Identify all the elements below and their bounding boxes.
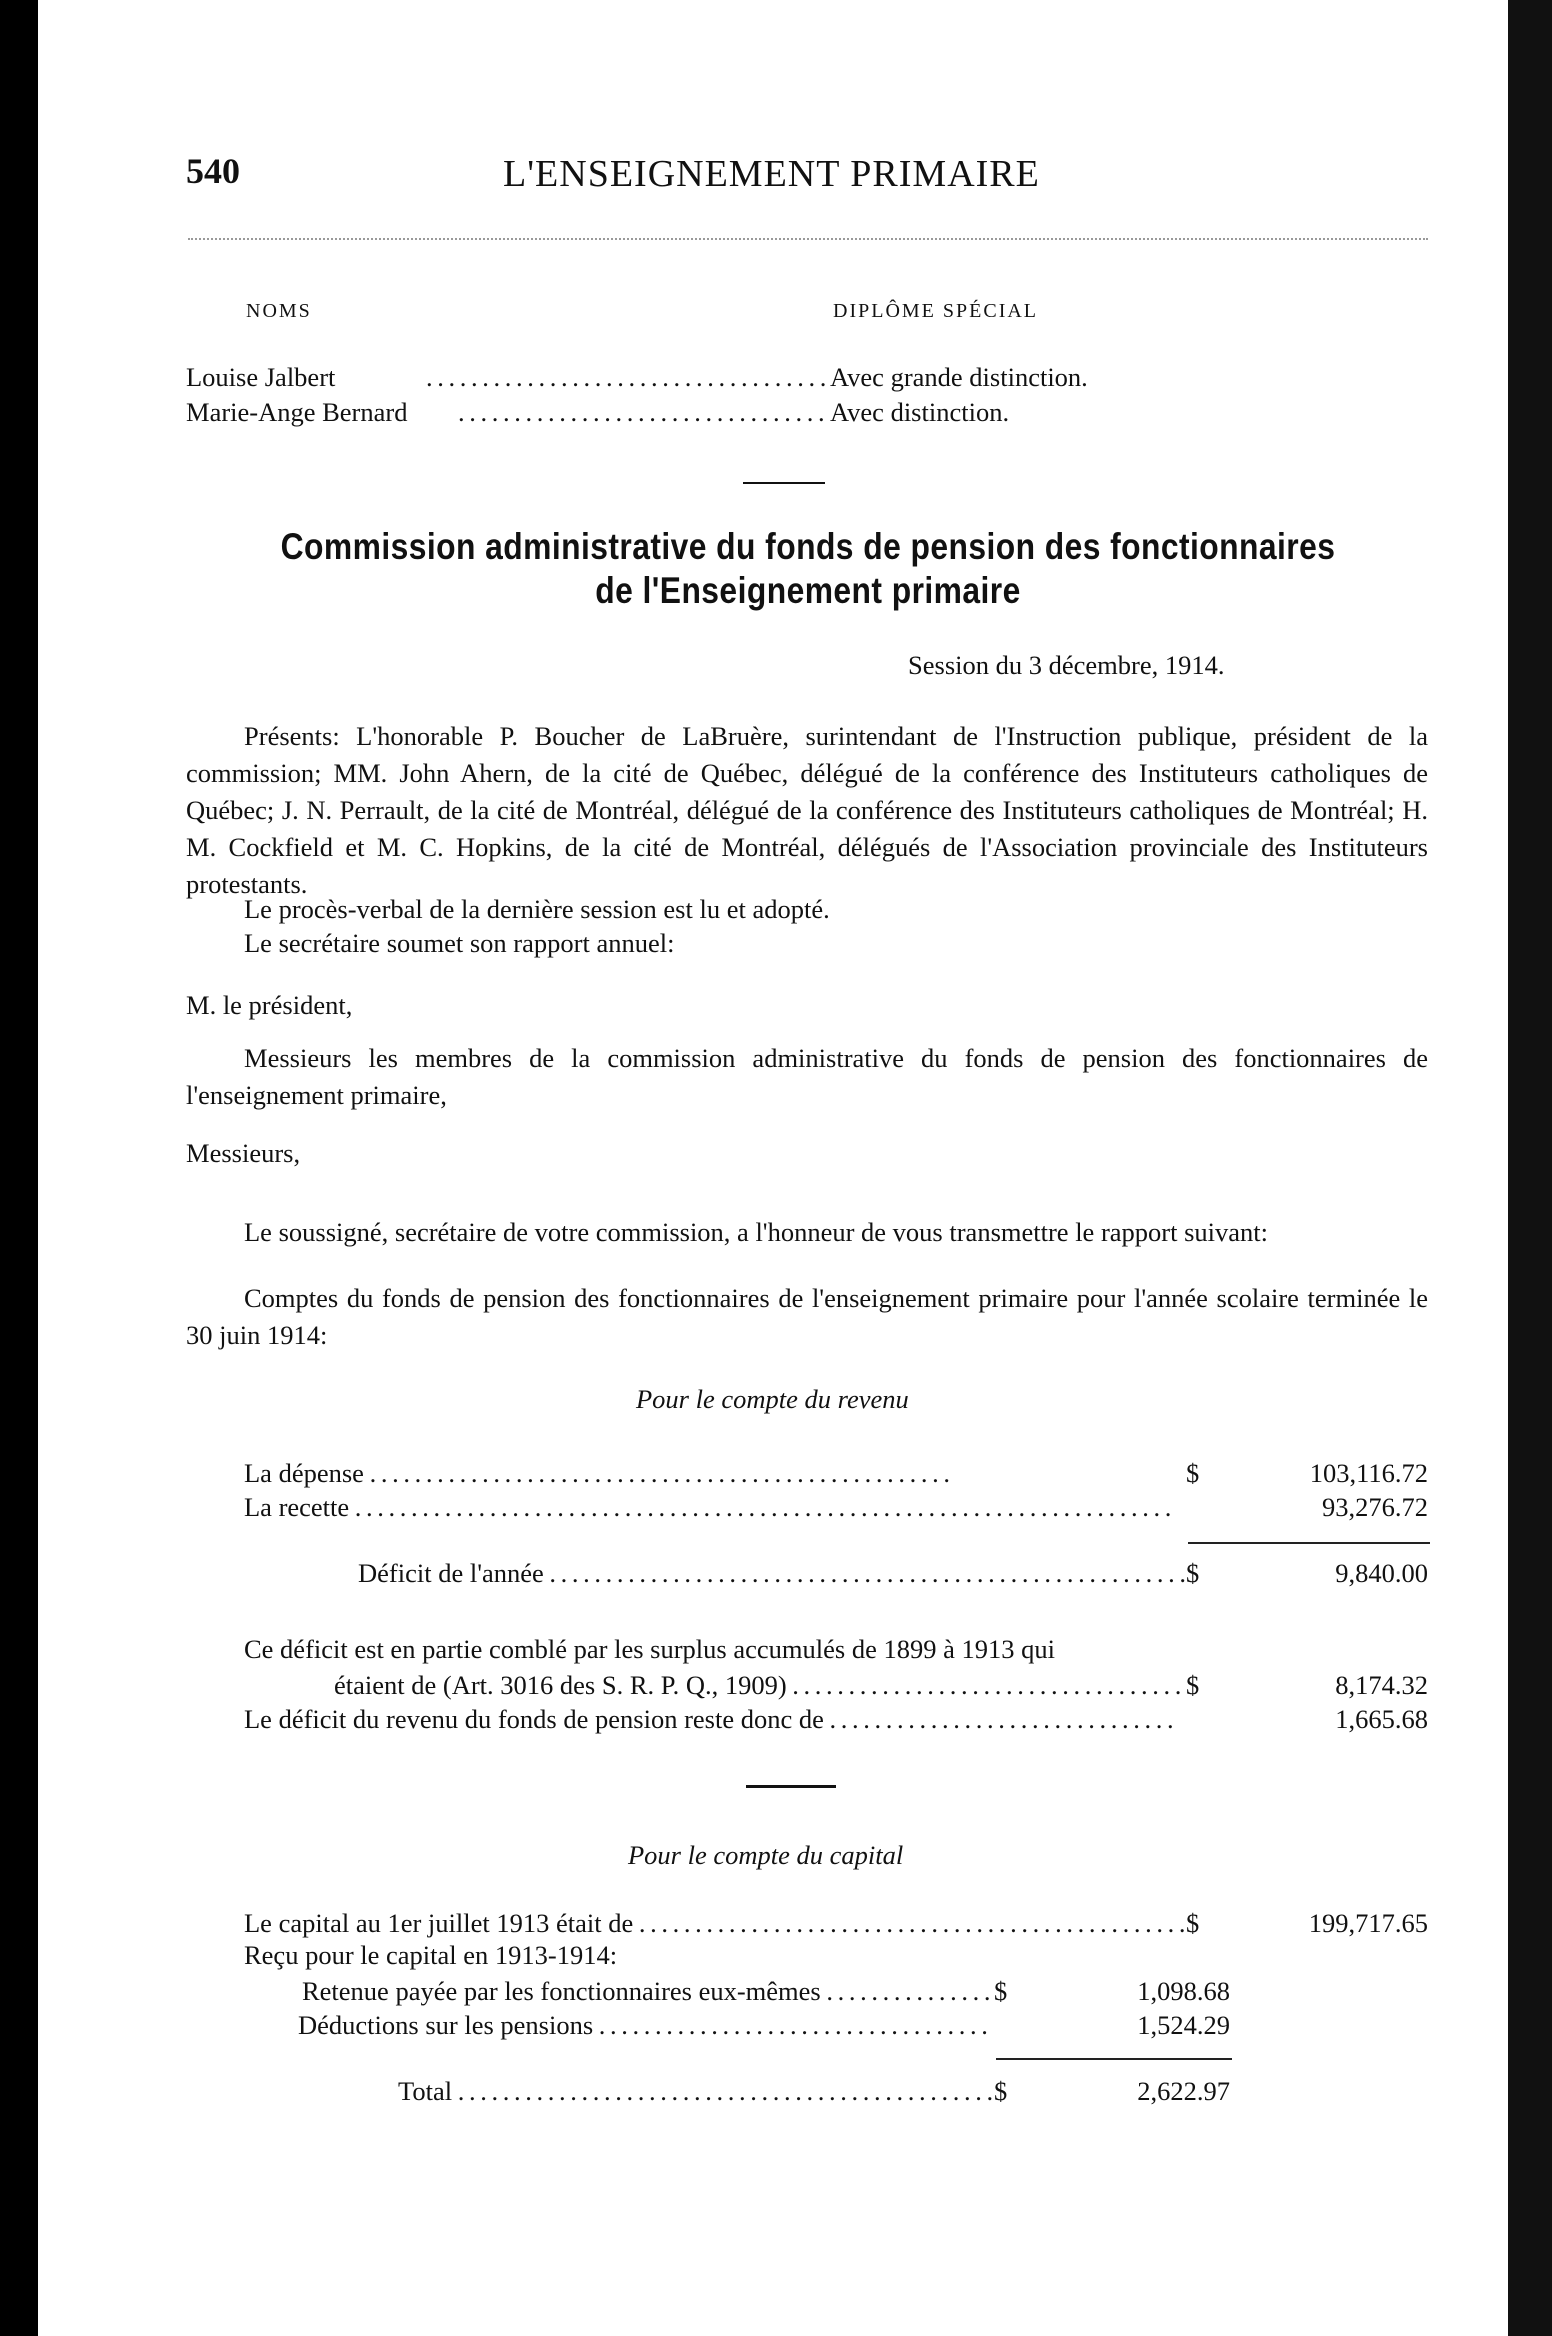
comptes-text: Comptes du fonds de pension des fonctionnaires de l'enseignement primaire pour l'année scolaire terminée le 30 juin 1914: <box>186 1283 1428 1350</box>
ledger-label: Le capital au 1er juillet 1913 était de <box>244 1908 634 1938</box>
section-title-line2: de l'Enseignement primaire <box>595 570 1021 611</box>
running-title: L'ENSEIGNEMENT PRIMAIRE <box>503 153 1040 195</box>
header-rule <box>188 238 1428 240</box>
ledger-row-total <box>186 2076 994 2110</box>
ledger-label: La recette <box>244 1492 350 1522</box>
ledger-label: Déductions sur les pensions <box>298 2010 594 2040</box>
soussigne-text: Le soussigné, secrétaire de votre commission, a l'honneur de vous transmettre le rapport suivant: <box>244 1217 1269 1247</box>
dot-leader <box>633 1908 1186 1938</box>
revenu-heading: Pour le compte du revenu <box>636 1384 909 1414</box>
ledger-label: Total <box>398 2076 453 2106</box>
dollar-sign: $ <box>994 2076 1008 2106</box>
ledger-value: 1,098.68 <box>1137 1976 1230 2006</box>
comptes-paragraph <box>186 1280 1428 1354</box>
dot-leader <box>821 1976 994 2006</box>
address-paragraph <box>186 1040 1428 1114</box>
ledger-row-depense <box>186 1458 956 1492</box>
ledger-row-deficit <box>186 1558 1186 1592</box>
presents-text: Présents: L'honorable P. Boucher de LaBruère, surintendant de l'Instruction publique, président de la commission; MM. John Ahern, de la cité de Québec, délégué de la conférence des Instituteurs catholiques de Québec; J. N. Perrault, de la cité de Montréal, délégué de la conférence des Instituteurs catholiques de Montréal; H. M. Cockfield et M. C. Hopkins, de la cité de Montréal, délégués de l'Association provinciale des Instituteurs protestants. <box>186 721 1428 899</box>
section-divider <box>746 1785 836 1788</box>
diploma-name: Marie-Ange Bernard <box>186 397 408 427</box>
column-header-names: NOMS <box>246 300 312 322</box>
ledger-row-comble <box>186 1670 1186 1704</box>
ledger-value: 8,174.32 <box>1335 1670 1428 1700</box>
sum-rule <box>1188 1542 1430 1544</box>
diploma-mention: Avec grande distinction. <box>830 362 1088 392</box>
dot-leader <box>364 1458 956 1488</box>
presents-paragraph <box>186 718 1428 903</box>
ledger-row-capital <box>186 1908 1186 1942</box>
ledger-row-retenue <box>186 1976 994 2010</box>
dollar-sign: $ <box>1186 1670 1200 1700</box>
ledger-label: Retenue payée par les fonctionnaires eux-mêmes <box>302 1976 821 2006</box>
pv-line: Le procès-verbal de la dernière session est lu et adopté. <box>244 894 830 924</box>
ledger-row-reste <box>186 1704 1176 1738</box>
ledger-value: 1,665.68 <box>1335 1704 1428 1734</box>
comble-line1: Ce déficit est en partie comblé par les surplus accumulés de 1899 à 1913 qui <box>244 1634 1055 1664</box>
dollar-sign: $ <box>1186 1458 1200 1488</box>
session-date: Session du 3 décembre, 1914. <box>908 650 1225 680</box>
rapport-line: Le secrétaire soumet son rapport annuel: <box>244 928 675 958</box>
section-divider <box>743 482 825 484</box>
ledger-value: 199,717.65 <box>1308 1908 1428 1938</box>
capital-heading: Pour le compte du capital <box>628 1840 904 1870</box>
address-text: Messieurs les membres de la commission administrative du fonds de pension des fonctionnaires de l'enseignement primaire, <box>186 1043 1428 1110</box>
messieurs: Messieurs, <box>186 1138 301 1168</box>
dollar-sign: $ <box>1186 1908 1200 1938</box>
ledger-value: 2,622.97 <box>1137 2076 1230 2106</box>
salutation: M. le président, <box>186 990 353 1020</box>
diploma-mention: Avec distinction. <box>830 397 1010 427</box>
diploma-row <box>186 397 1186 431</box>
soussigne-paragraph <box>186 1214 1428 1251</box>
ledger-label: La dépense <box>244 1458 364 1488</box>
dot-leader <box>349 1492 1176 1522</box>
recu-line: Reçu pour le capital en 1913-1914: <box>244 1940 618 1970</box>
ledger-value: 9,840.00 <box>1335 1558 1428 1588</box>
dot-leader <box>824 1704 1176 1734</box>
ledger-row-recette <box>186 1492 1176 1526</box>
diploma-row <box>186 362 1186 396</box>
dot-leader <box>593 2010 988 2040</box>
document-page <box>38 0 1508 2336</box>
scan-border <box>1508 0 1552 2336</box>
section-title-line1: Commission administrative du fonds de pension des fonctionnaires <box>280 526 1336 567</box>
ledger-value: 103,116.72 <box>1309 1458 1428 1488</box>
dollar-sign: $ <box>994 1976 1008 2006</box>
ledger-value: 1,524.29 <box>1137 2010 1230 2040</box>
dollar-sign: $ <box>1186 1558 1200 1588</box>
page-number: 540 <box>186 151 240 191</box>
ledger-row-deductions <box>186 2010 988 2044</box>
column-header-diploma: DIPLÔME SPÉCIAL <box>833 300 1039 322</box>
sum-rule <box>996 2058 1232 2060</box>
dot-leader <box>452 2076 994 2106</box>
ledger-value: 93,276.72 <box>1322 1492 1428 1522</box>
ledger-label: Le déficit du revenu du fonds de pension reste donc de <box>244 1704 824 1734</box>
dot-leader <box>787 1670 1186 1700</box>
dot-leader <box>544 1558 1186 1588</box>
ledger-label: Déficit de l'année <box>358 1558 544 1588</box>
ledger-label: étaient de (Art. 3016 des S. R. P. Q., 1909) <box>334 1670 787 1700</box>
diploma-name: Louise Jalbert <box>186 362 336 392</box>
